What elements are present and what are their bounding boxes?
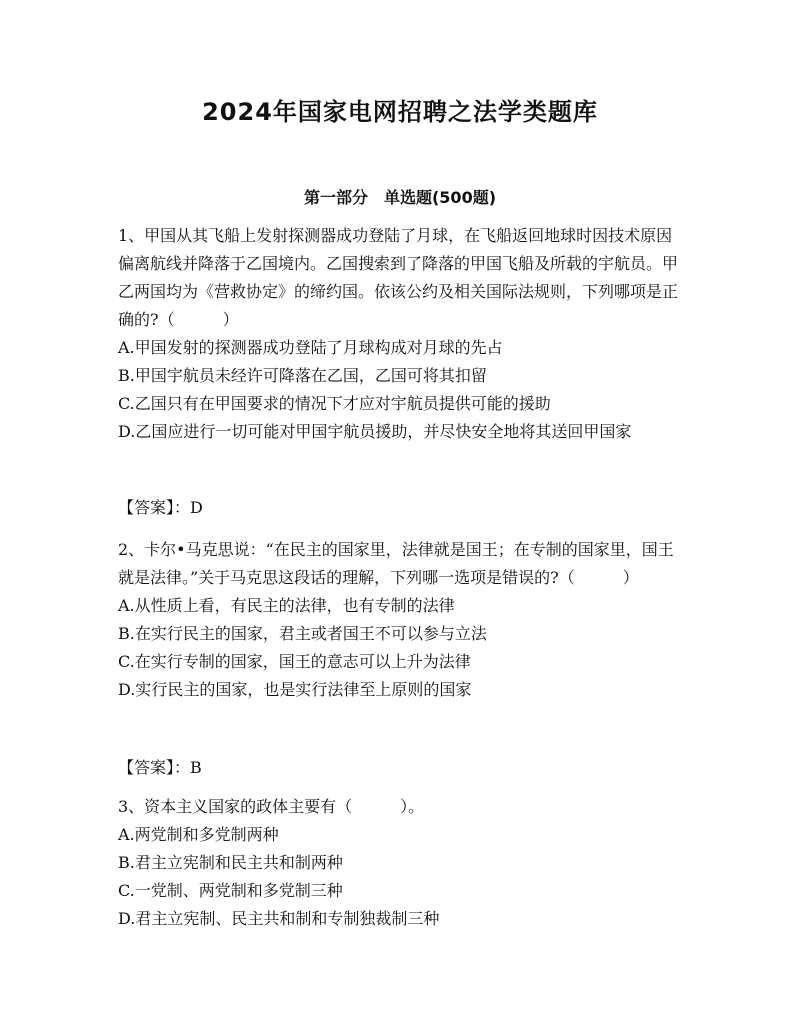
option-d: D.实行民主的国家，也是实行法律至上原则的国家 xyxy=(118,680,472,699)
question-stem: 1、甲国从其飞船上发射探测器成功登陆了月球，在飞船返回地球时因技术原因偏离航线并降落于乙国境内。乙国搜索到了降落的甲国飞船及所载的宇航员。甲乙两国均为《营救协定》的缔约国。依该公约及相关国际法规则，下列哪项是正确的?（ ） xyxy=(118,226,679,329)
option-d: D.乙国应进行一切可能对甲国宇航员援助，并尽快安全地将其送回甲国家 xyxy=(118,422,632,441)
answer-value: D xyxy=(190,498,203,517)
question-3 xyxy=(118,793,688,933)
option-d: D.君主立宪制、民主共和制和专制独裁制三种 xyxy=(118,909,440,928)
option-c: C.乙国只有在甲国要求的情况下才应对宇航员提供可能的援助 xyxy=(118,394,551,413)
answer-1 xyxy=(118,494,688,522)
answer-2 xyxy=(118,754,688,782)
answer-value: B xyxy=(190,758,202,777)
question-2 xyxy=(118,536,688,704)
question-stem: 2、卡尔•马克思说：“在民主的国家里，法律就是国王；在专制的国家里，国王就是法律。”关于马克思这段话的理解，下列哪一选项是错误的?（ ） xyxy=(118,540,674,587)
option-c: C.一党制、两党制和多党制三种 xyxy=(118,881,343,900)
option-b: B.甲国宇航员未经许可降落在乙国，乙国可将其扣留 xyxy=(118,366,487,385)
option-a: A.甲国发射的探测器成功登陆了月球构成对月球的先占 xyxy=(118,338,503,357)
option-a: A.从性质上看，有民主的法律，也有专制的法律 xyxy=(118,596,455,615)
document-title: 2024年国家电网招聘之法学类题库 xyxy=(202,98,598,126)
answer-label: 【答案】： xyxy=(118,758,191,777)
section-title: 第一部分 单选题(500题) xyxy=(303,188,497,207)
question-1 xyxy=(118,222,688,446)
option-c: C.在实行专制的国家，国王的意志可以上升为法律 xyxy=(118,652,471,671)
option-b: B.在实行民主的国家，君主或者国王不可以参与立法 xyxy=(118,624,487,643)
answer-label: 【答案】： xyxy=(118,498,191,517)
option-b: B.君主立宪制和民主共和制两种 xyxy=(118,853,343,872)
question-stem: 3、资本主义国家的政体主要有（ ）。 xyxy=(118,797,425,816)
option-a: A.两党制和多党制两种 xyxy=(118,825,279,844)
